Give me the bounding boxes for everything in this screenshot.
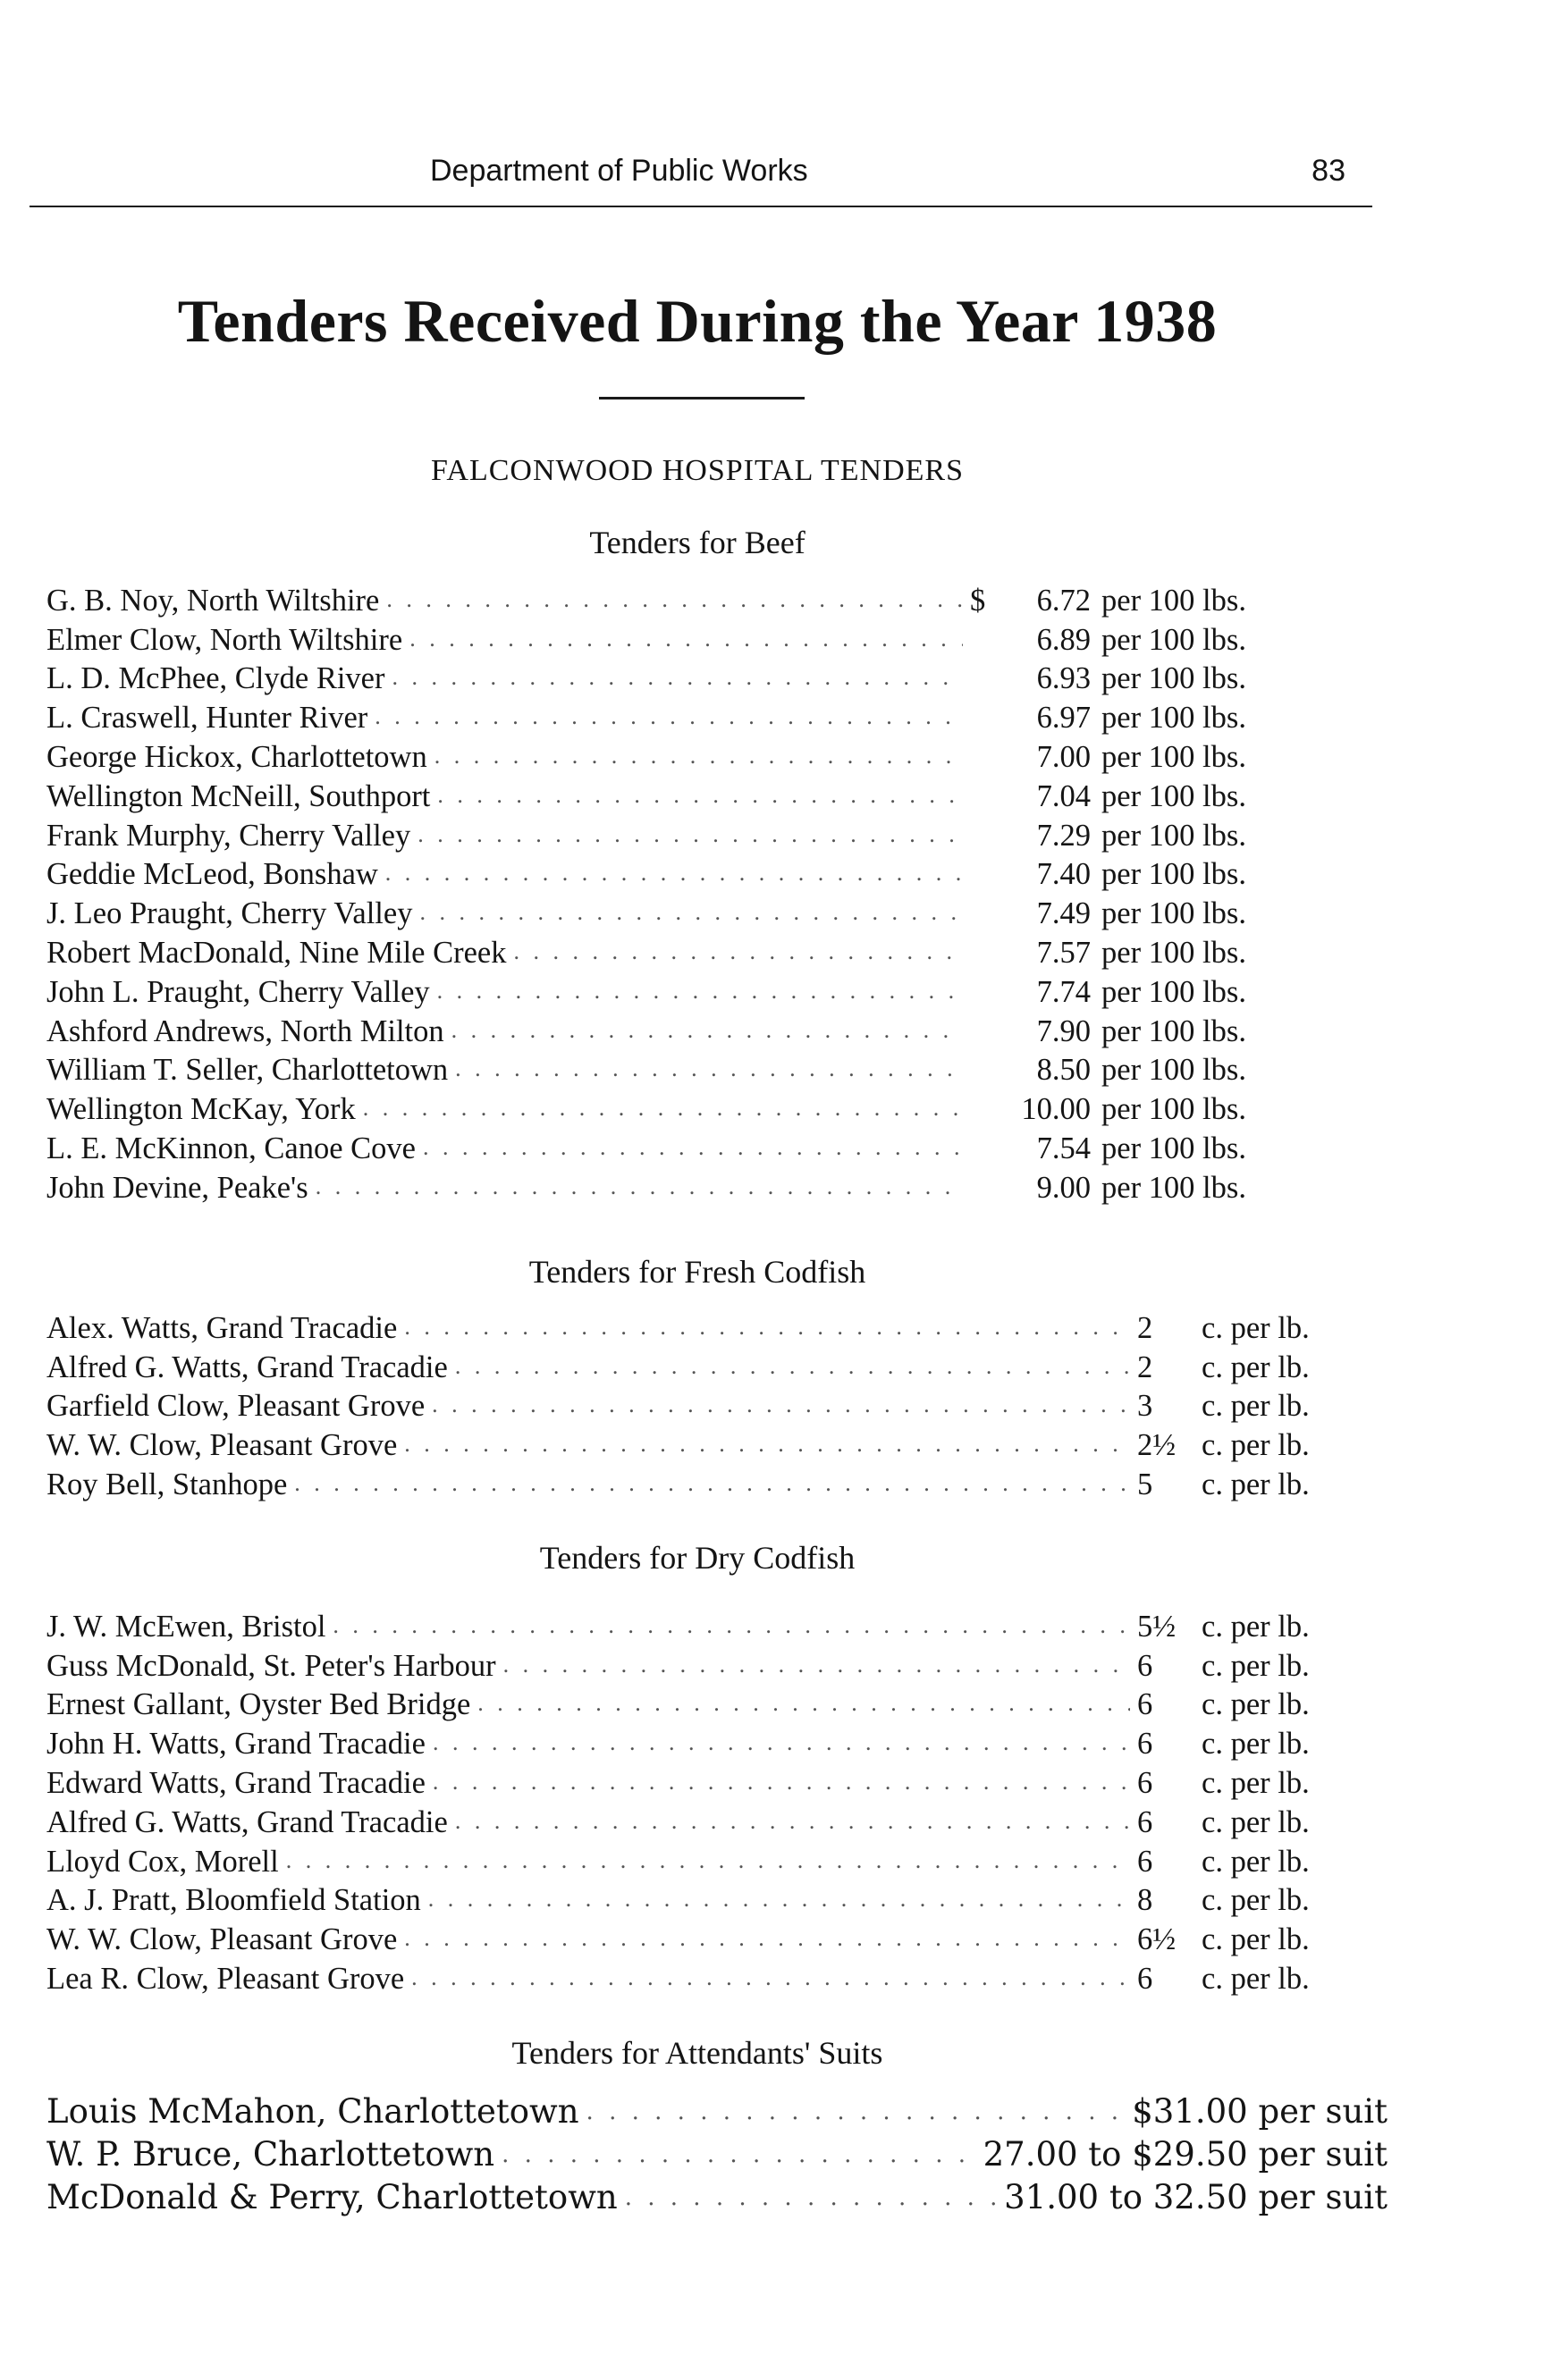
- bidder-name: G. B. Noy, North Wiltshire: [46, 583, 380, 618]
- bidder-name: A. J. Pratt, Bloomfield Station: [46, 1883, 421, 1918]
- bidder-name: W. W. Clow, Pleasant Grove: [46, 1922, 398, 1957]
- bidder-name: Garfield Clow, Pleasant Grove: [46, 1389, 426, 1424]
- price-unit: per 100 lbs.: [1101, 1053, 1246, 1088]
- tender-row: [46, 1918, 1388, 1957]
- tender-row: [46, 696, 1388, 736]
- tender-price: [970, 1014, 1388, 1049]
- price-amount: 5: [1137, 1467, 1153, 1501]
- tender-row: [46, 854, 1388, 893]
- price-unit: per 100 lbs.: [1101, 1092, 1246, 1127]
- price-unit: c. per lb.: [1202, 1310, 1310, 1345]
- price-amount: 3: [1137, 1389, 1153, 1424]
- bidder-name: Edward Watts, Grand Tracadie: [46, 1765, 426, 1800]
- dry-codfish-tender-list: [46, 1605, 1388, 1997]
- price-unit: per 100 lbs.: [1101, 739, 1246, 774]
- tender-price: [970, 857, 1388, 892]
- dot-leader: [418, 821, 963, 854]
- tender-row: [46, 1880, 1388, 1919]
- dot-leader: [455, 1055, 963, 1088]
- dot-leader: [392, 664, 963, 696]
- tender-row: [46, 2088, 1388, 2131]
- price-amount: 2: [1137, 1310, 1153, 1345]
- bidder-name: William T. Seller, Charlottetown: [46, 1053, 449, 1088]
- price-unit: c. per lb.: [1202, 1804, 1310, 1839]
- bidder-name: L. Craswell, Hunter River: [46, 701, 368, 736]
- bidder-name: Alex. Watts, Grand Tracadie: [46, 1310, 398, 1345]
- bidder-name: L. D. McPhee, Clyde River: [46, 661, 385, 696]
- price-amount: 6.93: [1036, 661, 1091, 696]
- page-number: 83: [1312, 154, 1345, 188]
- dot-leader: [316, 1173, 963, 1206]
- price-amount: 6: [1137, 1804, 1153, 1839]
- tender-row: [46, 1010, 1388, 1049]
- suits-heading: Tenders for Attendants' Suits: [511, 2035, 883, 2071]
- dot-leader: [385, 860, 963, 892]
- tender-price: [970, 661, 1388, 696]
- price-unit: c. per lb.: [1202, 1648, 1310, 1683]
- tender-price: [1137, 1727, 1388, 1762]
- dot-leader: [477, 1690, 1130, 1722]
- bidder-name: Alfred G. Watts, Grand Tracadie: [46, 1804, 448, 1839]
- price-amount: 6: [1137, 1961, 1153, 1996]
- price-amount: 7.54: [1036, 1131, 1091, 1165]
- tender-row: [46, 971, 1388, 1010]
- dot-leader: [455, 1353, 1130, 1385]
- tender-price: 27.00 to $29.50 per suit: [983, 2135, 1388, 2174]
- dot-leader: [455, 1808, 1130, 1840]
- price-amount: 7.90: [1036, 1013, 1091, 1048]
- running-head: [30, 150, 1372, 207]
- dot-leader: [375, 703, 963, 736]
- dot-leader: [404, 1925, 1130, 1957]
- tender-price: [1137, 1922, 1388, 1957]
- tender-price: [1137, 1805, 1388, 1840]
- dot-leader: [433, 1729, 1130, 1762]
- dot-leader: [625, 2184, 997, 2216]
- tender-row: [46, 892, 1388, 931]
- tender-price: [970, 936, 1388, 971]
- dot-leader: [286, 1847, 1130, 1880]
- dot-leader: [514, 938, 964, 971]
- tender-price: [970, 779, 1388, 814]
- price-unit: c. per lb.: [1202, 1467, 1310, 1501]
- tender-row: [46, 1166, 1388, 1206]
- price-unit: c. per lb.: [1202, 1727, 1310, 1762]
- dot-leader: [409, 626, 963, 658]
- price-unit: c. per lb.: [1202, 1961, 1310, 1996]
- dot-leader: [433, 1769, 1130, 1801]
- price-amount: 6: [1137, 1844, 1153, 1879]
- dot-leader: [419, 899, 963, 931]
- price-amount: 9.00: [1036, 1170, 1091, 1205]
- tender-price: $31.00 per suit: [1132, 2092, 1388, 2131]
- tender-price: [1137, 1687, 1388, 1722]
- price-unit: c. per lb.: [1202, 1922, 1310, 1957]
- tender-price: [1137, 1311, 1388, 1346]
- dot-leader: [434, 743, 963, 775]
- bidder-name: Geddie McLeod, Bonshaw: [46, 857, 378, 892]
- tender-price: [1137, 1428, 1388, 1463]
- bidder-name: John L. Praught, Cherry Valley: [46, 974, 430, 1009]
- price-unit: per 100 lbs.: [1101, 818, 1246, 853]
- dot-leader: [586, 2098, 1126, 2131]
- dot-leader: [404, 1431, 1130, 1463]
- tender-price: [1137, 1845, 1388, 1880]
- price-unit: c. per lb.: [1202, 1844, 1310, 1879]
- tender-row: [46, 736, 1388, 775]
- price-amount: 6.89: [1036, 622, 1091, 657]
- dot-leader: [437, 782, 963, 814]
- bidder-name: Frank Murphy, Cherry Valley: [46, 818, 411, 853]
- price-amount: 5½: [1137, 1609, 1177, 1644]
- tender-price: [970, 740, 1388, 775]
- tender-price: [1137, 1962, 1388, 1997]
- price-amount: 2½: [1137, 1428, 1177, 1463]
- price-unit: per 100 lbs.: [1101, 622, 1246, 657]
- price-amount: 7.29: [1036, 818, 1091, 853]
- currency-sign: $: [970, 583, 986, 618]
- tender-price: [1137, 1649, 1388, 1684]
- price-amount: 7.40: [1036, 857, 1091, 892]
- beef-heading: Tenders for Beef: [589, 525, 806, 560]
- bidder-name: W. P. Bruce, Charlottetown: [46, 2135, 495, 2174]
- fresh-codfish-heading: Tenders for Fresh Codfish: [528, 1254, 866, 1290]
- dot-leader: [404, 1314, 1130, 1346]
- tender-price: [970, 623, 1388, 658]
- tender-row: [46, 1463, 1388, 1502]
- price-unit: c. per lb.: [1202, 1428, 1310, 1463]
- bidder-name: George Hickox, Charlottetown: [46, 739, 427, 774]
- price-amount: 10.00: [1021, 1092, 1091, 1127]
- bidder-name: McDonald & Perry, Charlottetown: [46, 2178, 618, 2216]
- price-amount: 6: [1137, 1687, 1153, 1722]
- tender-row: [46, 1424, 1388, 1463]
- tender-price: [970, 975, 1388, 1010]
- tender-price: 31.00 to 32.50 per suit: [1004, 2178, 1388, 2216]
- price-amount: 6½: [1137, 1922, 1177, 1957]
- tender-row: [46, 2174, 1388, 2216]
- tender-row: [46, 814, 1388, 854]
- price-unit: c. per lb.: [1202, 1609, 1310, 1644]
- bidder-name: Roy Bell, Stanhope: [46, 1467, 288, 1501]
- tender-row: [46, 1605, 1388, 1644]
- tender-row: [46, 1801, 1388, 1840]
- price-amount: 6.72: [1036, 583, 1091, 618]
- tender-row: [46, 1762, 1388, 1801]
- dot-leader: [428, 1886, 1130, 1918]
- price-unit: per 100 lbs.: [1101, 974, 1246, 1009]
- tender-row: [46, 1049, 1388, 1089]
- tender-price: [970, 1171, 1388, 1206]
- price-amount: 7.74: [1036, 974, 1091, 1009]
- tender-price: [1137, 1883, 1388, 1918]
- tender-price: [1137, 1610, 1388, 1644]
- dry-codfish-heading: Tenders for Dry Codfish: [539, 1540, 856, 1576]
- tender-row: [46, 931, 1388, 971]
- tender-price: [1137, 1766, 1388, 1801]
- tender-price: [970, 1053, 1388, 1088]
- tender-row: [46, 1385, 1388, 1425]
- tender-row: [46, 1957, 1388, 1997]
- bidder-name: L. E. McKinnon, Canoe Cove: [46, 1131, 416, 1165]
- tender-price: [970, 896, 1388, 931]
- price-amount: 8.50: [1036, 1053, 1091, 1088]
- price-unit: per 100 lbs.: [1101, 778, 1246, 813]
- price-amount: 7.49: [1036, 896, 1091, 931]
- running-head-title: Department of Public Works: [430, 154, 808, 188]
- price-unit: c. per lb.: [1202, 1687, 1310, 1722]
- dot-leader: [363, 1095, 963, 1127]
- tender-row: [46, 1127, 1388, 1166]
- price-amount: 8: [1137, 1883, 1153, 1918]
- hospital-subheading: FALCONWOOD HOSPITAL TENDERS: [431, 454, 964, 487]
- bidder-name: Lea R. Clow, Pleasant Grove: [46, 1961, 405, 1996]
- price-amount: 7.04: [1036, 778, 1091, 813]
- bidder-name: Guss McDonald, St. Peter's Harbour: [46, 1648, 496, 1683]
- price-unit: c. per lb.: [1202, 1350, 1310, 1384]
- dot-leader: [294, 1470, 1130, 1502]
- price-amount: 7.00: [1036, 739, 1091, 774]
- price-unit: per 100 lbs.: [1101, 661, 1246, 696]
- tender-row: [46, 1307, 1388, 1346]
- bidder-name: Wellington McKay, York: [46, 1092, 356, 1127]
- bidder-name: W. W. Clow, Pleasant Grove: [46, 1428, 398, 1463]
- title-rule: [599, 397, 805, 399]
- price-amount: 6: [1137, 1727, 1153, 1762]
- dot-leader: [411, 1964, 1130, 1997]
- tender-row: [46, 1684, 1388, 1723]
- tender-row: [46, 1840, 1388, 1880]
- price-amount: 2: [1137, 1350, 1153, 1384]
- bidder-name: Alfred G. Watts, Grand Tracadie: [46, 1350, 448, 1384]
- fresh-codfish-tender-list: [46, 1307, 1388, 1502]
- dot-leader: [432, 1392, 1130, 1424]
- bidder-name: J. Leo Praught, Cherry Valley: [46, 896, 413, 931]
- bidder-name: Elmer Clow, North Wiltshire: [46, 622, 403, 657]
- price-amount: 6.97: [1036, 701, 1091, 736]
- price-amount: 6: [1137, 1648, 1153, 1683]
- tender-price: [970, 1092, 1388, 1127]
- dot-leader: [451, 1017, 963, 1049]
- tender-row: [46, 579, 1388, 618]
- bidder-name: J. W. McEwen, Bristol: [46, 1609, 326, 1644]
- tender-price: [970, 1131, 1388, 1166]
- dot-leader: [437, 978, 963, 1010]
- tender-price: [970, 701, 1388, 736]
- bidder-name: Ashford Andrews, North Milton: [46, 1013, 444, 1048]
- price-unit: per 100 lbs.: [1101, 1131, 1246, 1165]
- tender-price: [970, 584, 1388, 618]
- dot-leader: [423, 1134, 963, 1166]
- price-amount: 6: [1137, 1765, 1153, 1800]
- bidder-name: Ernest Gallant, Oyster Bed Bridge: [46, 1687, 471, 1722]
- price-unit: per 100 lbs.: [1101, 896, 1246, 931]
- tender-row: [46, 775, 1388, 814]
- bidder-name: Lloyd Cox, Morell: [46, 1844, 279, 1879]
- suits-tender-list: [46, 2088, 1388, 2216]
- tender-price: [970, 819, 1388, 854]
- tender-row: [46, 1644, 1388, 1684]
- price-unit: per 100 lbs.: [1101, 583, 1246, 618]
- bidder-name: John Devine, Peake's: [46, 1170, 308, 1205]
- bidder-name: Louis McMahon, Charlottetown: [46, 2092, 579, 2131]
- dot-leader: [502, 2141, 975, 2174]
- price-amount: 7.57: [1036, 935, 1091, 970]
- page-title: Tenders Received During the Year 1938: [177, 287, 1218, 355]
- bidder-name: John H. Watts, Grand Tracadie: [46, 1727, 426, 1762]
- dot-leader: [386, 586, 963, 618]
- price-unit: per 100 lbs.: [1101, 857, 1246, 892]
- dot-leader: [503, 1652, 1130, 1684]
- tender-price: [1137, 1389, 1388, 1424]
- tender-row: [46, 618, 1388, 658]
- price-unit: per 100 lbs.: [1101, 1170, 1246, 1205]
- tender-row: [46, 1346, 1388, 1385]
- dot-leader: [333, 1612, 1130, 1644]
- price-unit: per 100 lbs.: [1101, 701, 1246, 736]
- bidder-name: Wellington McNeill, Southport: [46, 778, 431, 813]
- bidder-name: Robert MacDonald, Nine Mile Creek: [46, 935, 507, 970]
- tender-row: [46, 1088, 1388, 1127]
- tender-row: [46, 658, 1388, 697]
- price-unit: c. per lb.: [1202, 1883, 1310, 1918]
- tender-row: [46, 1722, 1388, 1762]
- price-unit: per 100 lbs.: [1101, 935, 1246, 970]
- tender-price: [1137, 1350, 1388, 1385]
- price-unit: c. per lb.: [1202, 1765, 1310, 1800]
- price-unit: per 100 lbs.: [1101, 1013, 1246, 1048]
- beef-tender-list: [46, 579, 1388, 1206]
- tender-price: [1137, 1468, 1388, 1502]
- price-unit: c. per lb.: [1202, 1389, 1310, 1424]
- tender-row: [46, 2131, 1388, 2174]
